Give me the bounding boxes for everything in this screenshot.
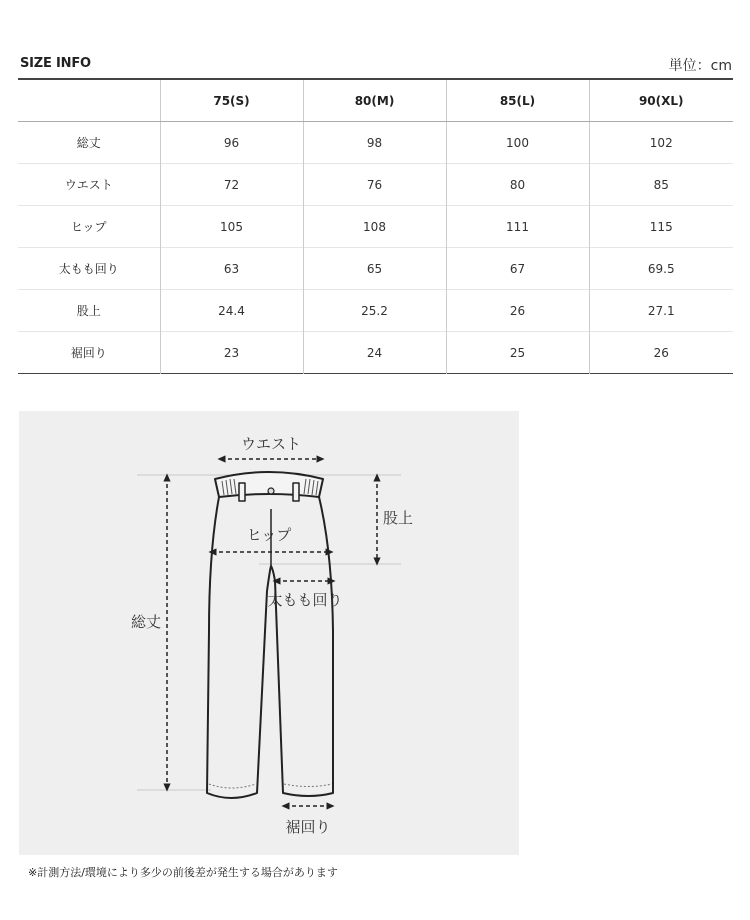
pants-illustration: [207, 472, 333, 798]
table-cell: 65: [303, 248, 446, 290]
column-header: 85(L): [446, 79, 589, 122]
table-cell: 85: [653, 177, 669, 192]
table-cell: 72: [160, 164, 303, 206]
table-cell: 27.1: [647, 303, 675, 318]
table-cell: 111: [446, 206, 589, 248]
table-cell: 63: [160, 248, 303, 290]
table-cell: 69.5: [647, 261, 675, 276]
column-header: [18, 79, 160, 122]
table-row: [18, 332, 733, 374]
column-header: 75(S): [160, 79, 303, 122]
table-cell: 26: [446, 290, 589, 332]
size-info-header: [20, 55, 734, 77]
table-cell: 25: [446, 332, 589, 374]
table-cell: 76: [303, 164, 446, 206]
table-cell: 23: [160, 332, 303, 374]
table-cell: 100: [446, 122, 589, 164]
row-label: 裾回り: [18, 332, 160, 374]
table-row: [18, 164, 733, 206]
row-label: 総丈: [18, 122, 160, 164]
row-label: 股上: [18, 290, 160, 332]
row-label: ウエスト: [18, 164, 160, 206]
table-cell: 25.2: [303, 290, 446, 332]
measurement-note: ※計測方法/環境により多少の前後差が発生する場合があります: [28, 866, 338, 879]
table-cell: 24.4: [160, 290, 303, 332]
reference-lines: [137, 475, 401, 790]
table-row: [18, 248, 733, 290]
table-cell: 26: [653, 345, 669, 360]
size-info-title: SIZE INFO: [20, 56, 91, 71]
table-cell: 96: [160, 122, 303, 164]
table-cell: 80: [446, 164, 589, 206]
hem-label: 裾回り: [285, 818, 331, 836]
table-row: [18, 290, 733, 332]
unit-label: 単位：cm: [668, 58, 732, 74]
size-table: [18, 78, 733, 374]
table-cell: 105: [160, 206, 303, 248]
length-label: 総丈: [130, 613, 161, 631]
rise-label: 股上: [383, 509, 414, 527]
table-cell: 67: [446, 248, 589, 290]
table-cell: 115: [649, 219, 673, 234]
row-label: ヒップ: [18, 206, 160, 248]
table-header-row: [18, 79, 733, 122]
table-cell: 24: [303, 332, 446, 374]
table-cell: 102: [649, 135, 673, 150]
pants-diagram-svg: [19, 411, 519, 855]
measurement-diagram: [19, 411, 519, 855]
thigh-label: 太もも回り: [267, 591, 343, 609]
measurement-arrows: [167, 459, 377, 806]
table-cell: 108: [303, 206, 446, 248]
column-header: 80(M): [303, 79, 446, 122]
hip-label: ヒップ: [246, 526, 292, 544]
table-row: [18, 206, 733, 248]
row-label: 太もも回り: [18, 248, 160, 290]
waist-label: ウエスト: [240, 435, 302, 453]
table-cell: 98: [303, 122, 446, 164]
column-header: 90(XL): [589, 79, 733, 122]
table-row: [18, 122, 733, 164]
